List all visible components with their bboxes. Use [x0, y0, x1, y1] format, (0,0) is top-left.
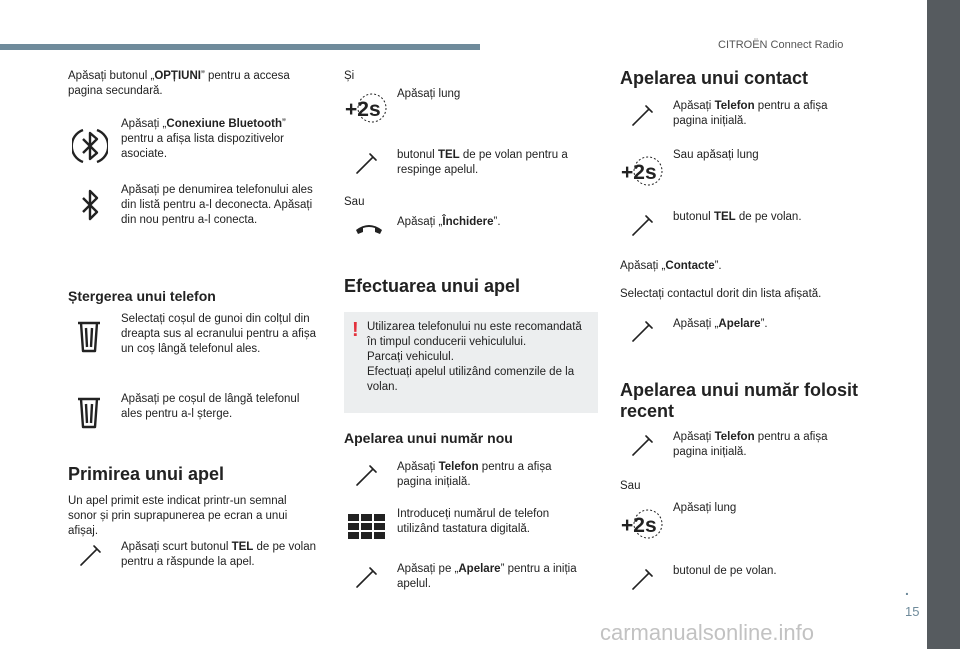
contact-text-5: Selectați contactul dorit din lista afișată.	[620, 288, 822, 300]
or-text: Sau	[344, 196, 365, 208]
recent-heading: Apelarea unui număr folosit recent	[620, 380, 859, 421]
recent-text-3: butonul de pe volan.	[673, 565, 777, 577]
or-text: Sau	[620, 480, 641, 492]
header-title: CITROËN Connect Radio	[718, 39, 844, 51]
recent-text-2: Apăsați lung	[673, 502, 737, 514]
continuation-mark: .	[905, 582, 909, 598]
new-number-heading: Apelarea unui număr nou	[344, 430, 513, 446]
and-text: Și	[344, 70, 355, 82]
contact-text-6: Apăsați „Apelare”.	[673, 318, 768, 330]
side-tab	[927, 0, 960, 649]
bluetooth-conn-icon	[72, 126, 108, 166]
new-number-text-3: Apăsați pe „Apelare” pentru a iniția apelul.	[397, 563, 577, 590]
finger-press-icon	[630, 212, 656, 238]
call-heading: Efectuarea unui apel	[344, 276, 521, 296]
finger-press-icon	[630, 318, 656, 344]
hangup-text: Apăsați „Închidere”.	[397, 216, 501, 228]
contact-text-1: Apăsați Telefon pentru a afișa pagina inițială.	[673, 100, 828, 127]
contact-heading: Apelarea unui contact	[620, 68, 809, 88]
trash-icon	[76, 320, 102, 354]
header-bar	[0, 44, 480, 50]
delete-text-2: Apăsați pe coșul de lângă telefonul ales pentru a-l șterge.	[121, 393, 300, 420]
finger-press-icon	[354, 462, 380, 488]
receive-tel-text: Apăsați scurt butonul TEL de pe volan pentru a răspunde la apel.	[121, 541, 316, 568]
contact-text-2: Sau apăsați lung	[673, 149, 759, 161]
delete-heading: Ștergerea unui telefon	[68, 288, 216, 304]
warning-text: Utilizarea telefonului nu este recomandată în timpul conducerii vehiculului. Parcați vehiculul. Efectuați apelul utilizând comenzile de la volan.	[367, 321, 582, 393]
finger-press-icon	[630, 566, 656, 592]
long-press-icon	[620, 508, 664, 540]
finger-press-icon	[78, 542, 104, 568]
long-press-icon	[344, 92, 388, 124]
intro-text: Apăsați butonul „OPȚIUNI” pentru a accesa pagina secundară.	[68, 70, 290, 97]
tel-reject-text: butonul TEL de pe volan pentru a respinge apelul.	[397, 149, 568, 176]
long-press-text: Apăsați lung	[397, 88, 461, 100]
watermark: carmanualsonline.info	[600, 620, 815, 645]
contact-text-3: butonul TEL de pe volan.	[673, 211, 802, 223]
bluetooth-conn-text: Apăsați „Conexiune Bluetooth” pentru a afișa lista dispozitivelor asociate.	[121, 118, 286, 160]
contact-text-4: Apăsați „Contacte”.	[620, 260, 722, 272]
warning-icon: !	[352, 319, 359, 341]
svg-text:+2s: +2s	[621, 514, 657, 537]
keypad-icon	[348, 514, 386, 540]
new-number-text-2: Introduceți numărul de telefon utilizând tastatura digitală.	[397, 508, 550, 535]
finger-press-icon	[630, 102, 656, 128]
page-number: 15	[905, 604, 920, 619]
new-number-text-1: Apăsați Telefon pentru a afișa pagina inițială.	[397, 461, 552, 488]
trash-icon	[76, 396, 102, 430]
delete-text-1: Selectați coșul de gunoi din colțul din dreapta sus al ecranului pentru a afișa un coș lângă telefonul ales.	[121, 313, 316, 355]
svg-text:+2s: +2s	[345, 98, 381, 121]
recent-text-1: Apăsați Telefon pentru a afișa pagina inițială.	[673, 431, 828, 458]
receive-heading: Primirea unui apel	[68, 464, 225, 484]
finger-press-icon	[354, 150, 380, 176]
receive-text: Un apel primit este indicat printr-un semnal sonor și prin suprapunerea pe ecran a unui afișaj.	[68, 495, 288, 537]
finger-press-icon	[354, 564, 380, 590]
hangup-icon	[354, 220, 384, 236]
finger-press-icon	[630, 432, 656, 458]
svg-text:+2s: +2s	[621, 161, 657, 184]
bluetooth-icon	[80, 188, 100, 222]
long-press-icon	[620, 155, 664, 187]
bluetooth-phone-text: Apăsați pe denumirea telefonului ales din listă pentru a-l deconecta. Apăsați din nou pentru a-l conecta.	[121, 184, 313, 226]
